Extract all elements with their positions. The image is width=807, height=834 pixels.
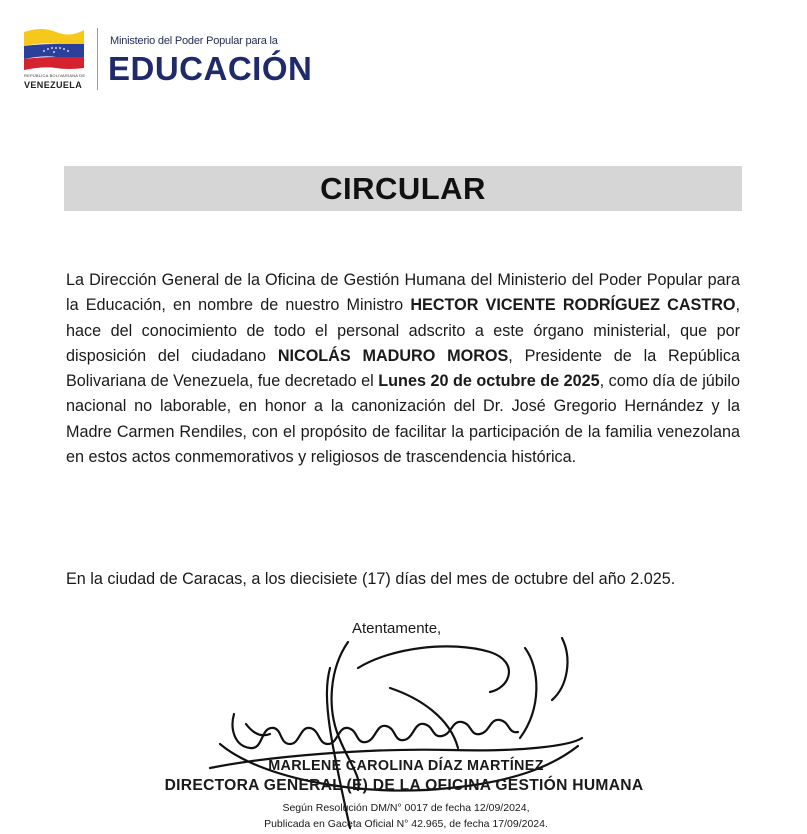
salutation: Atentamente, xyxy=(352,620,442,637)
paragraph-bold-run: Lunes 20 de octubre de 2025 xyxy=(378,372,600,391)
paragraph-run: , Presidente de la República Bolivariana de Venezuela, fue decretado el xyxy=(66,346,740,391)
signatory-title: DIRECTORA GENERAL (E) DE LA OFICINA GESTIÓN HUMANA xyxy=(164,777,644,794)
paragraph-run: , como día de júbilo nacional no laborable, en honor a la canonización del Dr. José Gregorio Hernández y la Madre Carmen Rendiles, con el propósito de facilitar la participación de la familia venezolana en estos actos conmemorativos y religiosos de trascendencia histórica. xyxy=(66,372,740,467)
country-name: VENEZUELA xyxy=(24,80,83,90)
resolution-line-2: Publicada en Gaceta Oficial N° 42.965, de fecha 17/09/2024. xyxy=(264,818,548,830)
letterhead xyxy=(22,24,322,96)
closing-line: En la ciudad de Caracas, a los diecisiete (17) días del mes de octubre del año 2.025. xyxy=(66,570,676,588)
country-caption: REPÚBLICA BOLIVARIANA DE xyxy=(24,73,86,78)
venezuela-flag-logo xyxy=(22,24,86,96)
signatory-name: MARLENE CAROLINA DÍAZ MARTÍNEZ xyxy=(268,758,544,774)
paragraph-bold-run: HECTOR VICENTE RODRÍGUEZ CASTRO xyxy=(410,296,736,315)
document-title: CIRCULAR xyxy=(320,171,486,206)
ministry-caption: Ministerio del Poder Popular para la xyxy=(110,35,278,47)
paragraph-run: La Dirección General de la Oficina de Gestión Humana del Ministerio del Poder Popular para la Educación, en nombre de nuestro Ministro xyxy=(66,271,740,315)
resolution-line-1: Según Resolución DM/N° 0017 de fecha 12/09/2024, xyxy=(282,802,530,814)
header-divider xyxy=(97,28,98,90)
body-paragraph xyxy=(66,268,740,470)
paragraph-bold-run: NICOLÁS MADURO MOROS xyxy=(277,346,509,365)
document-title-bar xyxy=(64,166,742,211)
paragraph-run: , hace del conocimiento de todo el personal adscrito a este órgano ministerial, que por disposición del ciudadano xyxy=(66,296,740,365)
ministry-name: EDUCACIÓN xyxy=(108,50,313,87)
